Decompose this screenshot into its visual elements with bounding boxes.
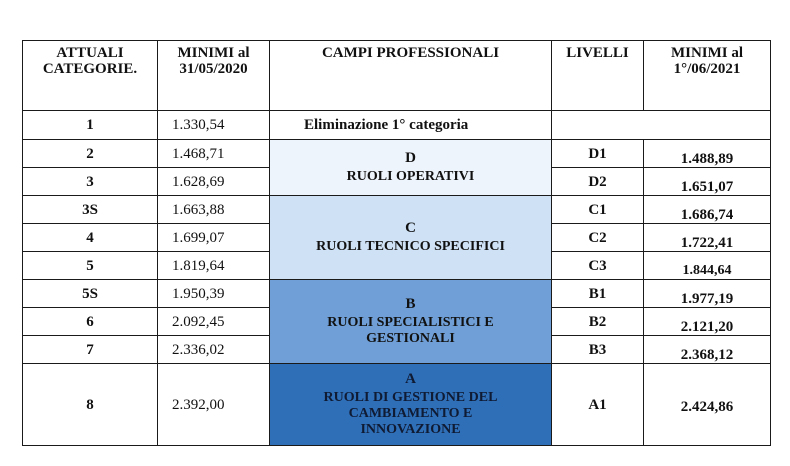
table-row bbox=[23, 111, 771, 140]
cell-level: D1 bbox=[552, 140, 644, 168]
cell-category: 6 bbox=[23, 308, 158, 336]
header-livelli-text: LIVELLI bbox=[566, 45, 629, 61]
field-d-letter: D bbox=[405, 150, 416, 166]
header-categorie-line2: CATEGORIE. bbox=[42, 61, 138, 77]
cell-min-2021: 2.368,12 bbox=[644, 336, 771, 364]
field-c-letter: C bbox=[405, 220, 416, 236]
cell-min-2021: 2.121,20 bbox=[644, 308, 771, 336]
cell-level: C3 bbox=[552, 252, 644, 280]
cell-level: C1 bbox=[552, 196, 644, 224]
cell-level: B1 bbox=[552, 280, 644, 308]
field-a bbox=[270, 364, 552, 446]
header-campi-text: CAMPI PROFESSIONALI bbox=[321, 45, 500, 61]
header-categorie bbox=[23, 41, 158, 111]
field-b-name-line2: GESTIONALI bbox=[366, 331, 455, 346]
cell-category: 5S bbox=[23, 280, 158, 308]
cell-min-2020: 2.392,00 bbox=[158, 364, 270, 446]
field-a-name-line1: RUOLI DI GESTIONE DEL bbox=[323, 390, 498, 405]
header-categorie-line1: ATTUALI bbox=[56, 45, 124, 61]
cell-category: 3 bbox=[23, 168, 158, 196]
cell-category: 2 bbox=[23, 140, 158, 168]
field-d bbox=[270, 140, 552, 196]
cell-level: A1 bbox=[552, 364, 644, 446]
cell-min-2021: 1.977,19 bbox=[644, 280, 771, 308]
field-c-name: RUOLI TECNICO SPECIFICI bbox=[316, 239, 505, 254]
header-minimi-2020-line1: MINIMI al bbox=[177, 45, 250, 61]
header-minimi-2020 bbox=[158, 41, 270, 111]
table-row bbox=[23, 140, 771, 168]
cell-category: 1 bbox=[23, 111, 158, 140]
cell-min-2021: 1.651,07 bbox=[644, 168, 771, 196]
cell-level: D2 bbox=[552, 168, 644, 196]
cell-min-2021: 1.488,89 bbox=[644, 140, 771, 168]
table-row bbox=[23, 280, 771, 308]
header-livelli bbox=[552, 41, 644, 111]
table-row bbox=[23, 364, 771, 446]
cell-min-2020: 1.819,64 bbox=[158, 252, 270, 280]
salary-table bbox=[22, 40, 771, 446]
field-a-name-line2: CAMBIAMENTO E bbox=[348, 406, 473, 421]
header-minimi-2021-line2: 1°/06/2021 bbox=[673, 61, 741, 77]
cell-min-2021: 2.424,86 bbox=[644, 364, 771, 446]
field-a-name-line3: INNOVAZIONE bbox=[360, 422, 461, 437]
cell-min-2020: 1.663,88 bbox=[158, 196, 270, 224]
cell-category: 3S bbox=[23, 196, 158, 224]
cell-min-2020: 1.330,54 bbox=[158, 111, 270, 140]
cell-category: 7 bbox=[23, 336, 158, 364]
header-row bbox=[23, 41, 771, 111]
cell-elimination-note: Eliminazione 1° categoria bbox=[270, 111, 552, 140]
header-campi bbox=[270, 41, 552, 111]
cell-empty bbox=[552, 111, 771, 140]
cell-min-2021: 1.844,64 bbox=[644, 252, 771, 280]
cell-category: 5 bbox=[23, 252, 158, 280]
cell-min-2021: 1.722,41 bbox=[644, 224, 771, 252]
table-row bbox=[23, 196, 771, 224]
cell-min-2020: 2.336,02 bbox=[158, 336, 270, 364]
cell-min-2020: 1.950,39 bbox=[158, 280, 270, 308]
cell-level: B2 bbox=[552, 308, 644, 336]
field-b bbox=[270, 280, 552, 364]
header-minimi-2021-line1: MINIMI al bbox=[670, 45, 744, 61]
cell-min-2020: 1.468,71 bbox=[158, 140, 270, 168]
cell-category: 8 bbox=[23, 364, 158, 446]
header-minimi-2021 bbox=[644, 41, 771, 111]
field-c bbox=[270, 196, 552, 280]
cell-level: B3 bbox=[552, 336, 644, 364]
cell-level: C2 bbox=[552, 224, 644, 252]
cell-min-2020: 1.699,07 bbox=[158, 224, 270, 252]
field-a-letter: A bbox=[405, 371, 416, 387]
cell-min-2020: 1.628,69 bbox=[158, 168, 270, 196]
cell-category: 4 bbox=[23, 224, 158, 252]
field-d-name: RUOLI OPERATIVI bbox=[346, 169, 475, 184]
field-b-letter: B bbox=[405, 296, 416, 312]
header-minimi-2020-line2: 31/05/2020 bbox=[179, 61, 248, 77]
cell-min-2020: 2.092,45 bbox=[158, 308, 270, 336]
cell-min-2021: 1.686,74 bbox=[644, 196, 771, 224]
field-b-name-line1: RUOLI SPECIALISTICI E bbox=[327, 315, 494, 330]
